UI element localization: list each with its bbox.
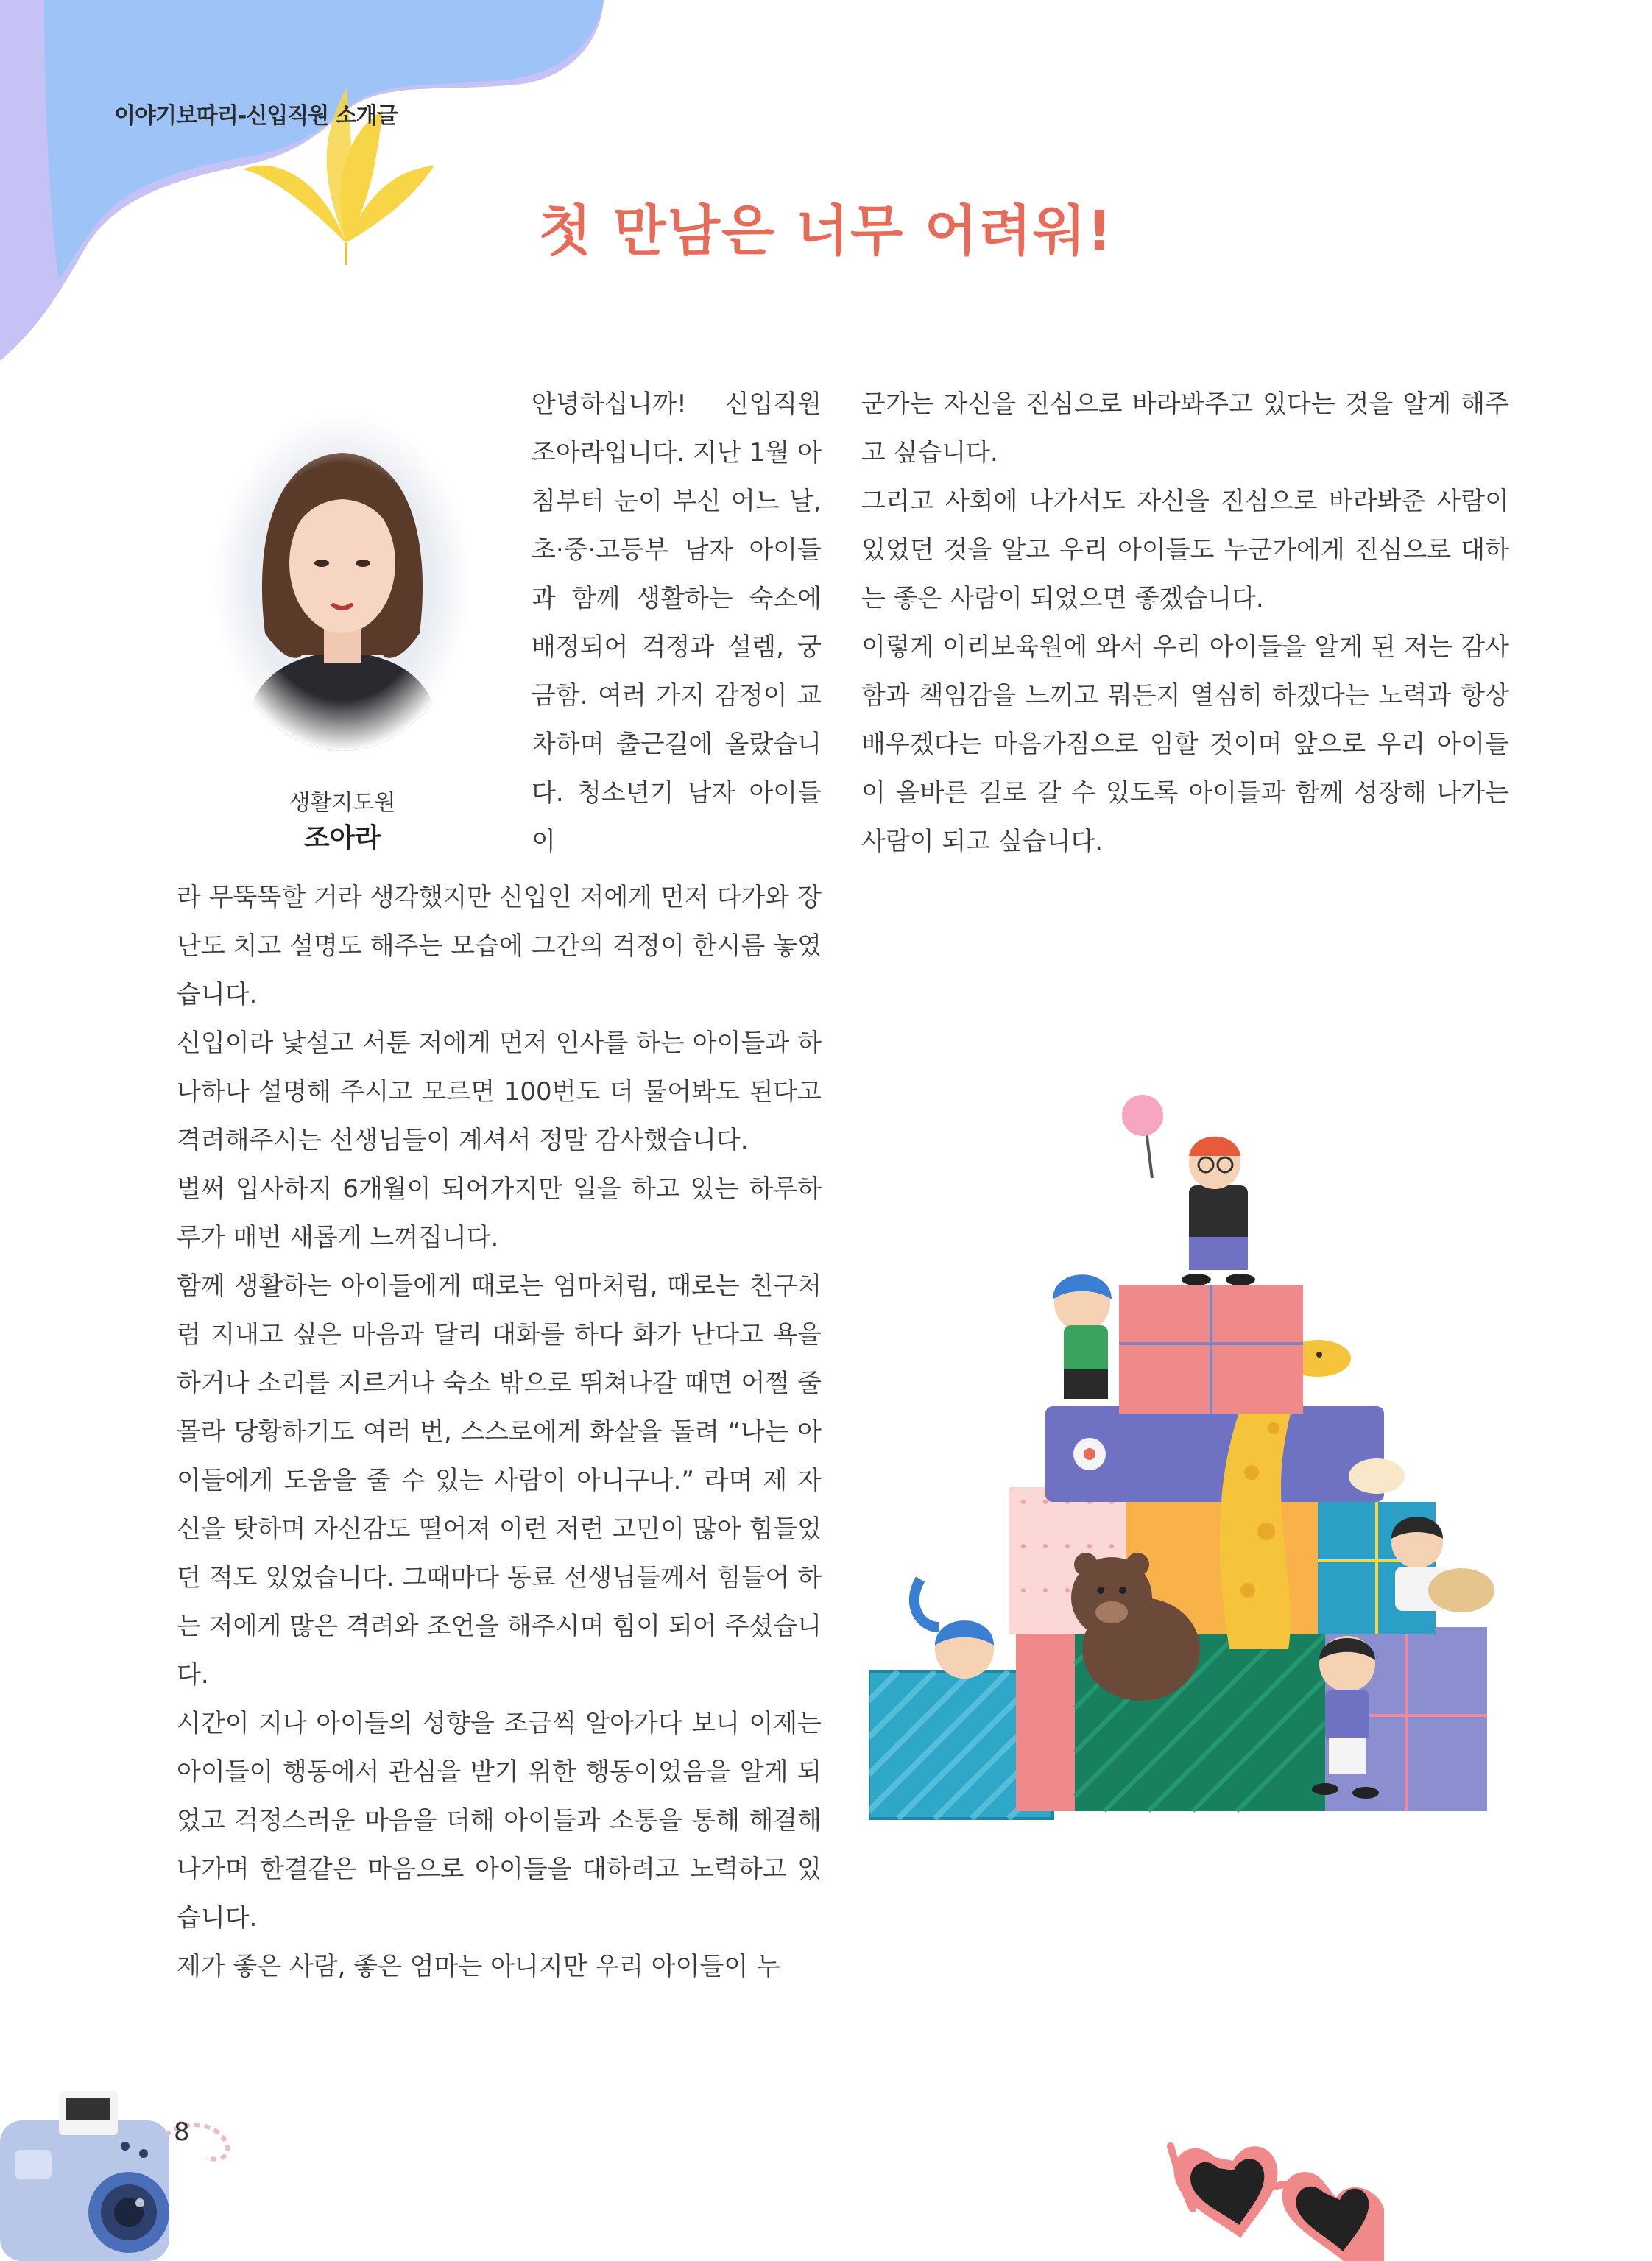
article-paragraph: 군가는 자신을 진심으로 바라봐주고 있다는 것을 알게 해주고 싶습니다. [861, 389, 1509, 468]
profile-photo [213, 412, 471, 751]
article-paragraph: 이렇게 이리보육원에 와서 우리 아이들을 알게 된 저는 감사함과 책임감을 느끼고 뭐든지 열심히 하겠다는 노력과 항상 배우겠다는 마음가짐으로 임할 것이며 앞으로 우리 아이들이 올바른 길로 갈 수 있도록 아이들과 함께 성장해 나가는 사람이 되고 싶습니다. [861, 632, 1509, 856]
article-paragraph: 벌써 입사하지 6개월이 되어가지만 일을 하고 있는 하루하루가 매번 새롭게 느껴집니다. [177, 1174, 822, 1252]
article-right-column [861, 380, 1509, 866]
heart-sunglasses-icon [1163, 2128, 1384, 2261]
article-paragraph: 그리고 사회에 나가서도 자신을 진심으로 바라봐준 사람이 있었던 것을 알고 우리 아이들도 누군가에게 진심으로 대하는 좋은 사람이 되었으면 좋겠습니다. [861, 487, 1509, 613]
article-paragraph: 안녕하십니까! 신입직원 조아라입니다. 지난 1월 아침부터 눈이 부신 어느 날, 초·중·고등부 남자 아이들과 함께 생활하는 숙소에 배정되어 걱정과 설렘, 궁금함. 여러 가지 감정이 교차하며 출근길에 올랐습니다. 청소년기 남자 아이들이 [532, 389, 822, 856]
article-paragraph: 라 무뚝뚝할 거라 생각했지만 신입인 저에게 먼저 다가와 장난도 치고 설명도 해주는 모습에 그간의 걱정이 한시름 놓였습니다. [177, 883, 822, 1009]
header-blob-decoration [0, 0, 604, 368]
article-paragraph: 제가 좋은 사람, 좋은 엄마는 아니지만 우리 아이들이 누 [177, 1952, 780, 1981]
article-left-column [177, 873, 822, 1991]
article-intro [532, 380, 822, 866]
page-title: 첫 만남은 너무 어려워! [538, 200, 1114, 263]
article-paragraph: 함께 생활하는 아이들에게 때로는 엄마처럼, 때로는 친구처럼 지내고 싶은 마음과 달리 대화를 하다 화가 난다고 욕을 하거나 소리를 지르거나 숙소 밖으로 뛰쳐나갈 때면 어쩔 줄 몰라 당황하기도 여러 번, 스스로에게 화살을 돌려 “나는 아이들에게 도움을 줄 수 있는 사람이 아니구나.” 라며 제 자신을 탓하며 자신감도 떨어져 이런 저런 고민이 많아 힘들었던 적도 있었습니다. 그때마다 동료 선생님들께서 힘들어 하는 저에게 많은 격려와 조언을 해주시며 힘이 되어 주셨습니다. [177, 1271, 822, 1690]
camera-icon [0, 2076, 250, 2261]
profile-role: 생활지도원 [289, 790, 396, 816]
page-number: 8 [174, 2117, 190, 2147]
article-paragraph: 신입이라 낯설고 서툰 저에게 먼저 인사를 하는 아이들과 하나하나 설명해 주시고 모르면 100번도 더 물어봐도 된다고 격려해주시는 선생님들이 계셔서 정말 감사했습니다. [177, 1029, 822, 1155]
profile-name: 조아라 [303, 823, 381, 853]
gift-boxes-illustration [869, 1090, 1531, 1833]
article-paragraph: 시간이 지나 아이들의 성향을 조금씩 알아가다 보니 이제는 아이들이 행동에서 관심을 받기 위한 행동이었음을 알게 되었고 걱정스러운 마음을 더해 아이들과 소통을 통해 해결해 나가며 한결같은 마음으로 아이들을 대하려고 노력하고 있습니다. [177, 1709, 822, 1933]
section-label: 이야기보따리-신입직원 소개글 [114, 103, 398, 129]
